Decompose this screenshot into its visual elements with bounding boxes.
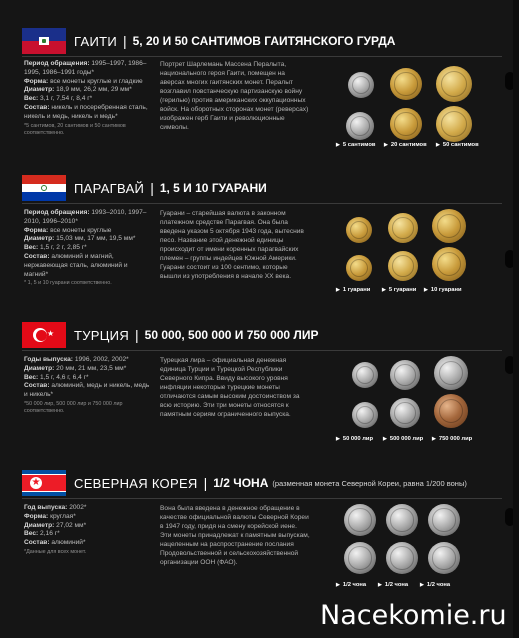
spec-weight: Вес: 1,5 г, 4,6 г, 6,4 г* xyxy=(24,373,89,381)
coin-500000-lira-obverse xyxy=(390,360,420,390)
divider xyxy=(22,498,502,499)
coin-caption: ▶ 1/2 чона xyxy=(420,582,451,588)
divider xyxy=(22,203,502,204)
coin-50-centimes-reverse xyxy=(436,106,472,142)
coin-caption: ▶ 5 сантимов xyxy=(336,142,376,148)
coin-denominations: 5, 20 И 50 САНТИМОВ ГАИТЯНСКОГО ГУРДА xyxy=(132,34,396,48)
coin-half-chon-2-obverse xyxy=(386,504,418,536)
coin-20-centimes-obverse xyxy=(390,68,422,100)
spec-composition: Состав: никель и посеребренная сталь, никель и медь, никель и медь* xyxy=(24,103,148,120)
country-name: ТУРЦИЯ xyxy=(74,327,130,343)
turkey-flag-icon: ★ xyxy=(22,322,66,348)
binder-hole xyxy=(505,250,515,268)
coin-10-guarani-obverse xyxy=(432,209,466,243)
section-header xyxy=(22,470,502,496)
title-separator: | xyxy=(135,327,139,343)
site-watermark: Nacekomie.ru xyxy=(320,600,507,631)
spec-year: Год выпуска: 2002* xyxy=(24,504,87,511)
specs-footnote: *50 000 лир, 500 000 лир и 750 000 лир соответственно. xyxy=(24,400,123,414)
coin-5-guarani-obverse xyxy=(388,213,418,243)
coin-images xyxy=(330,502,500,592)
coin-5-guarani-reverse xyxy=(388,251,418,281)
spec-composition: Состав: алюминий и магний, нержавеющая сталь, алюминий и магний* xyxy=(24,252,128,278)
coin-specs xyxy=(24,60,150,137)
coin-20-centimes-reverse xyxy=(390,108,422,140)
coin-description: Гуарани – старейшая валюта в законном платежном средстве Парагвая. Она была введена указом 5 октября 1943 года, вытеснив песо. Название этой денежной единицы происходит от имени коренных парагвайских племен – группы индейцев Южной Америки. Гуарани состоит из 100 сентимо, которые вышли из употребления в начале XX века. xyxy=(160,210,304,280)
coin-denominations: 1/2 ЧОНА xyxy=(213,476,269,490)
divider xyxy=(22,56,502,57)
coin-750000-lira-reverse xyxy=(434,394,468,428)
spec-diameter: Диаметр: 18,9 мм, 26,2 мм, 29 мм* xyxy=(24,86,132,94)
coin-half-chon-2-reverse xyxy=(386,542,418,574)
coin-1-guarani-reverse xyxy=(346,255,372,281)
coin-50000-lira-reverse xyxy=(352,402,378,428)
spec-shape: Форма: все монеты круглые xyxy=(24,226,112,234)
coin-half-chon-1-obverse xyxy=(344,504,376,536)
coin-5-centimes-obverse xyxy=(348,72,374,98)
north-korea-flag-icon: ★ xyxy=(22,470,66,496)
spec-diameter: Диаметр: 27,02 мм* xyxy=(24,521,87,529)
coin-half-chon-3-reverse xyxy=(428,542,460,574)
coin-caption: ▶ 1/2 чона xyxy=(378,582,409,588)
specs-footnote: * 1, 5 и 10 гуарани соответственно. xyxy=(24,280,112,287)
coin-caption: ▶ 1/2 чона xyxy=(336,582,367,588)
coin-5-centimes-reverse xyxy=(346,112,374,140)
spec-shape: Форма: круглая* xyxy=(24,512,76,520)
binder-hole xyxy=(505,508,515,526)
country-name: ПАРАГВАЙ xyxy=(74,180,145,196)
binder-hole xyxy=(505,72,515,90)
divider xyxy=(22,350,502,351)
coin-specs xyxy=(24,356,150,415)
coin-750000-lira-obverse xyxy=(434,356,468,390)
spec-composition: Состав: алюминий* xyxy=(24,539,86,547)
coin-1-guarani-obverse xyxy=(346,217,372,243)
section-header xyxy=(22,322,502,348)
coin-10-guarani-reverse xyxy=(432,247,466,281)
coin-caption: ▶ 750 000 лир xyxy=(432,436,473,442)
paraguay-flag-icon xyxy=(22,175,66,201)
coin-specs xyxy=(24,504,150,556)
coin-500000-lira-reverse xyxy=(390,398,420,428)
section-header xyxy=(22,175,502,201)
spec-period: Период обращения: 1993–2010, 1997–2010, 1996–2010* xyxy=(24,209,147,225)
country-name: СЕВЕРНАЯ КОРЕЯ xyxy=(74,475,198,491)
section-header xyxy=(22,28,502,54)
spec-weight: Вес: 1,5 г, 2 г, 2,85 г* xyxy=(24,244,87,252)
coin-description: Вона была введена в денежное обращение в качестве официальной валюты Северной Кореи в 1947 году, придя на смену корейской иене. Эти монеты принадлежат к памятным выпускам, нацеленным на распространение послания Продовольственной и сельскохозяйственной организации ООН (ФАО). xyxy=(160,505,310,566)
coin-images xyxy=(330,62,500,152)
country-name: ГАИТИ xyxy=(74,33,117,49)
denomination-note: (разменная монета Северной Кореи, равна 1/200 воны) xyxy=(272,478,467,488)
specs-footnote: *5 сантимов, 20 сантимов и 50 сантимов соответственно. xyxy=(24,122,126,136)
spec-diameter: Диаметр: 15,03 мм, 17 мм, 19,5 мм* xyxy=(24,235,136,243)
specs-footnote: *Данные для всех монет. xyxy=(24,548,87,555)
coin-caption: ▶ 1 гуарани xyxy=(336,287,371,293)
coin-denominations: 50 000, 500 000 И 750 000 ЛИР xyxy=(144,328,319,342)
spec-shape: Форма: все монеты круглые и гладкие xyxy=(24,77,143,85)
coin-half-chon-3-obverse xyxy=(428,504,460,536)
title-separator: | xyxy=(122,33,127,49)
coin-images xyxy=(330,352,500,442)
spec-weight: Вес: 3,1 г, 7,54 г, 8,4 г* xyxy=(24,95,93,103)
binder-hole xyxy=(505,356,515,374)
coin-description: Турецкая лира – официальная денежная единица Турции и Турецкой Республики Северного Кипра. Ввиду высокого уровня инфляции некоторые турецкие монеты отличаются самым высоким достоинством за всю историю. Эти три монеты относятся к памятным сериям ограниченного выпуска. xyxy=(160,357,300,418)
spec-years: Годы выпуска: 1996, 2002, 2002* xyxy=(24,356,129,363)
coin-caption: ▶ 500 000 лир xyxy=(383,436,424,442)
coin-caption: ▶ 50 сантимов xyxy=(436,142,479,148)
coin-caption: ▶ 5 гуарани xyxy=(382,287,417,293)
spec-weight: Вес: 2,16 г* xyxy=(24,530,60,538)
coin-specs xyxy=(24,209,150,287)
spec-composition: Состав: алюминий, медь и никель, медь и никель* xyxy=(24,382,150,399)
coin-50-centimes-obverse xyxy=(436,66,472,102)
coin-description: Портрет Шарлемань Массена Пералыта, национального героя Гаити, помещен на аверсах многих гаитянских монет. Пералыт возглавил повстанческую партизанскую войну (герилью) против американских оккупационных войск. На оборотных сторонах монет (реверсах) изображен герб Гаити и революционные символы. xyxy=(160,61,309,131)
title-separator: | xyxy=(150,180,154,196)
coin-caption: ▶ 50 000 лир xyxy=(336,436,373,442)
coin-denominations: 1, 5 И 10 ГУАРАНИ xyxy=(159,181,267,195)
coin-50000-lira-obverse xyxy=(352,362,378,388)
title-separator: | xyxy=(203,475,208,491)
coin-half-chon-1-reverse xyxy=(344,542,376,574)
spec-diameter: Диаметр: 20 мм, 21 мм, 23,5 мм* xyxy=(24,364,127,372)
spec-period: Период обращения: 1995–1997, 1986–1995, 1986–1991 годы* xyxy=(24,60,147,76)
coin-caption: ▶ 20 сантимов xyxy=(384,142,427,148)
haiti-flag-icon xyxy=(22,28,66,54)
coin-images xyxy=(330,205,500,295)
coin-caption: ▶ 10 гуарани xyxy=(424,287,462,293)
